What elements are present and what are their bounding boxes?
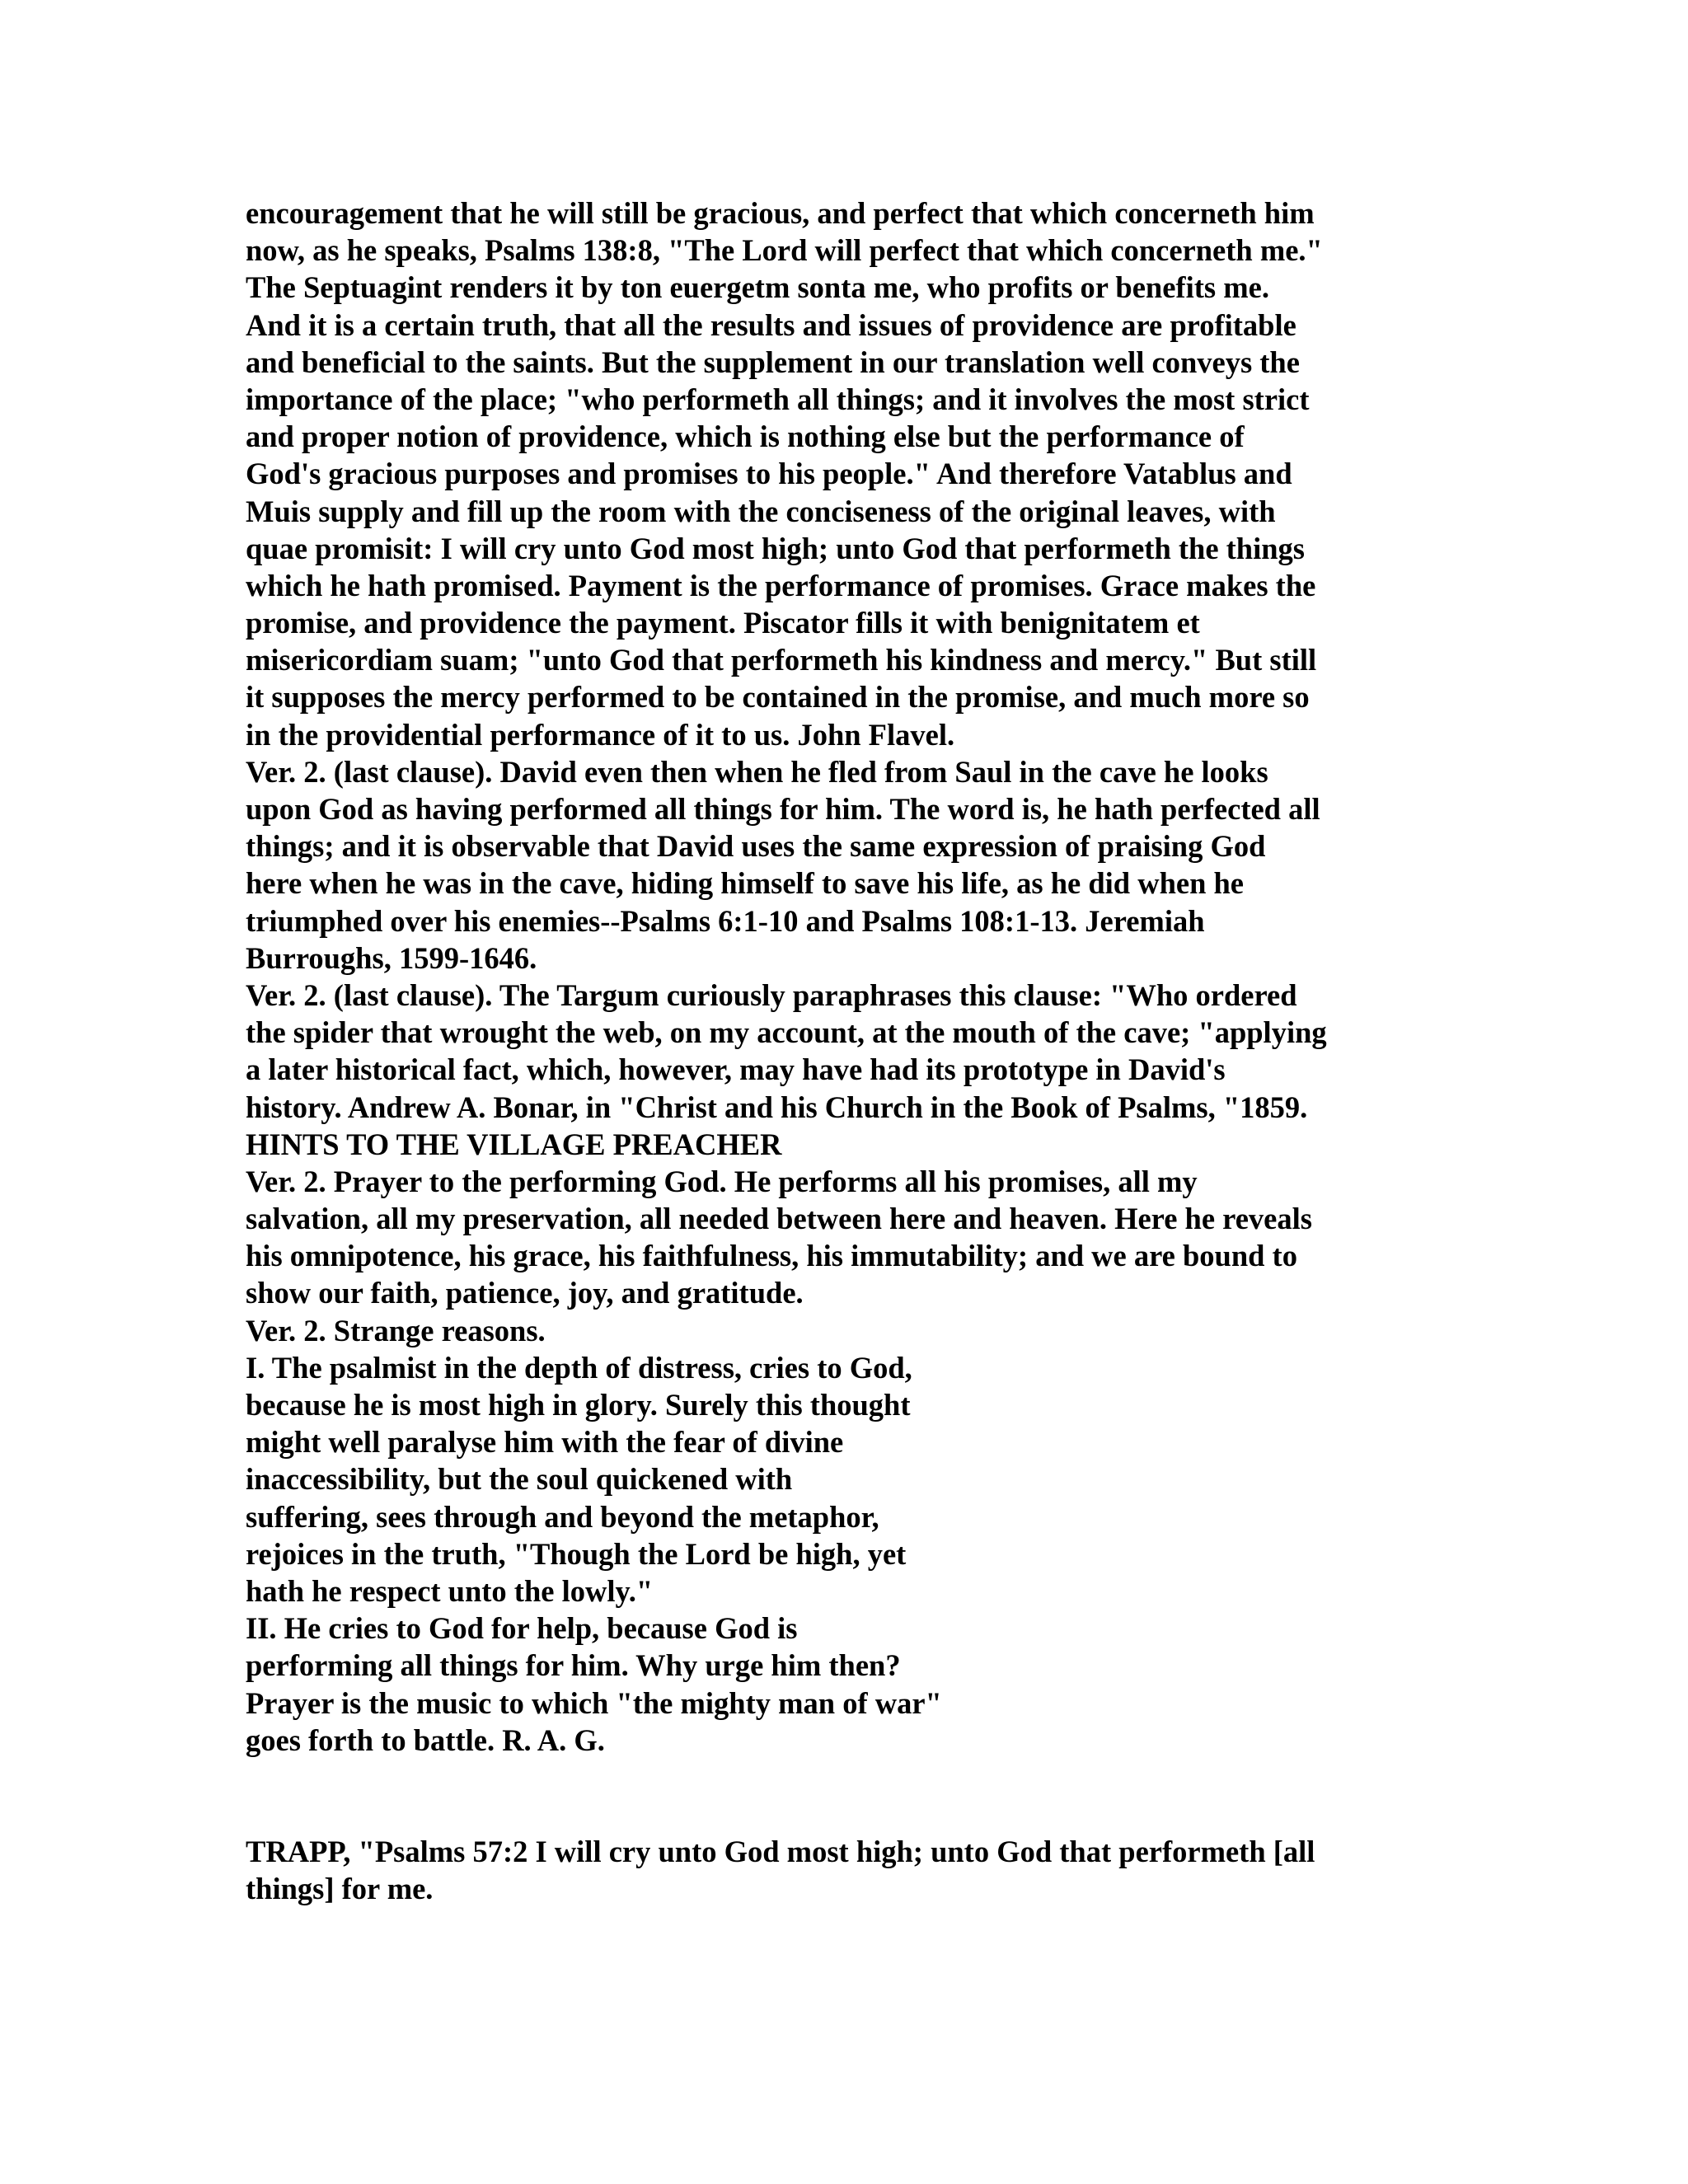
text-line: Burroughs, 1599-1646.: [246, 940, 537, 975]
text-line: Ver. 2. (last clause). David even then when he fled from Saul in the cave he looks: [246, 754, 1268, 789]
text-line: triumphed over his enemies--Psalms 6:1-10 and Psalms 108:1-13. Jeremiah: [246, 903, 1205, 938]
text-line: I. The psalmist in the depth of distress, cries to God,: [246, 1350, 912, 1385]
text-line: which he hath promised. Payment is the performance of promises. Grace makes the: [246, 568, 1316, 602]
text-line: here when he was in the cave, hiding himself to save his life, as he did when he: [246, 866, 1245, 901]
text-line: God's gracious purposes and promises to his people." And therefore Vatablus and: [246, 457, 1292, 491]
text-line: goes forth to battle. R. A. G.: [246, 1722, 605, 1757]
text-line: Ver. 2. Prayer to the performing God. He performs all his promises, all my: [246, 1164, 1198, 1198]
text-line: hath he respect unto the lowly.": [246, 1573, 654, 1608]
text-line: show our faith, patience, joy, and gratitude.: [246, 1276, 804, 1310]
text-line: rejoices in the truth, "Though the Lord be high, yet: [246, 1536, 907, 1571]
text-line: things] for me.: [246, 1872, 434, 1906]
text-line: suffering, sees through and beyond the metaphor,: [246, 1499, 879, 1534]
blank-line: [246, 1759, 1449, 1796]
text-line: performing all things for him. Why urge him then?: [246, 1648, 901, 1683]
section-heading: HINTS TO THE VILLAGE PREACHER: [246, 1127, 782, 1161]
text-line: history. Andrew A. Bonar, in "Christ and his Church in the Book of Psalms, "1859.: [246, 1090, 1308, 1124]
text-line: now, as he speaks, Psalms 138:8, "The Lord will perfect that which concerneth me.": [246, 233, 1323, 268]
text-line: misericordiam suam; "unto God that performeth his kindness and mercy." But still: [246, 643, 1317, 677]
text-line: Muis supply and fill up the room with the conciseness of the original leaves, with: [246, 494, 1276, 528]
text-line: quae promisit: I will cry unto God most high; unto God that performeth the things: [246, 531, 1306, 565]
commentary-block: [246, 194, 1449, 1759]
text-line: things; and it is observable that David uses the same expression of praising God: [246, 829, 1266, 864]
text-line: his omnipotence, his grace, his faithfulness, his immutability; and we are bound to: [246, 1239, 1297, 1273]
text-line: II. He cries to God for help, because God is: [246, 1611, 798, 1646]
text-line: in the providential performance of it to us. John Flavel.: [246, 717, 955, 752]
text-line: The Septuagint renders it by ton euergetm sonta me, who profits or benefits me.: [246, 270, 1269, 305]
document-body: [246, 194, 1449, 1908]
text-line: Prayer is the music to which "the mighty man of war": [246, 1685, 942, 1720]
text-line: a later historical fact, which, however, may have had its prototype in David's: [246, 1052, 1226, 1087]
text-line: and proper notion of providence, which is nothing else but the performance of: [246, 419, 1245, 454]
text-line: Ver. 2. (last clause). The Targum curiously paraphrases this clause: "Who ordered: [246, 977, 1297, 1012]
text-line: salvation, all my preservation, all needed between here and heaven. Here he reveals: [246, 1202, 1312, 1236]
text-line: inaccessibility, but the soul quickened with: [246, 1462, 793, 1497]
text-line: TRAPP, "Psalms 57:2 I will cry unto God most high; unto God that performeth [all: [246, 1835, 1315, 1869]
trapp-block: [246, 1833, 1449, 1907]
text-line: and beneficial to the saints. But the supplement in our translation well conveys the: [246, 344, 1300, 379]
text-line: the spider that wrought the web, on my account, at the mouth of the cave; "applying: [246, 1015, 1327, 1050]
text-line: promise, and providence the payment. Piscator fills it with benignitatem et: [246, 606, 1200, 640]
text-line: because he is most high in glory. Surely this thought: [246, 1388, 911, 1422]
text-line: it supposes the mercy performed to be contained in the promise, and much more so: [246, 680, 1310, 715]
text-line: encouragement that he will still be gracious, and perfect that which concerneth him: [246, 196, 1315, 230]
text-line: And it is a certain truth, that all the results and issues of providence are profitable: [246, 307, 1296, 342]
text-line: importance of the place; "who performeth all things; and it involves the most strict: [246, 382, 1310, 416]
text-line: upon God as having performed all things for him. The word is, he hath perfected all: [246, 792, 1320, 826]
text-line: Ver. 2. Strange reasons.: [246, 1313, 546, 1347]
blank-line: [246, 1796, 1449, 1833]
text-line: might well paralyse him with the fear of divine: [246, 1425, 844, 1460]
